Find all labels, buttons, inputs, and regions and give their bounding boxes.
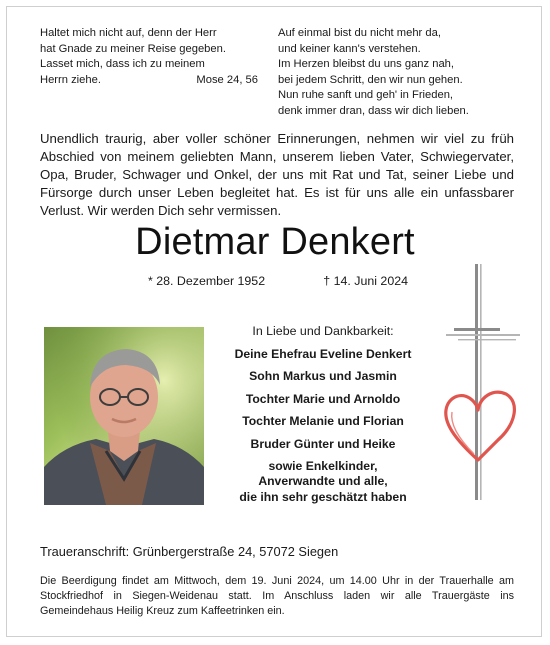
verse-left-line: Haltet mich nicht auf, denn der Herr <box>40 27 217 39</box>
mourner-closing-line: Anverwandte und alle, <box>258 474 388 489</box>
verse-right-line: denk immer dran, dass wir dich lieben. <box>278 104 469 117</box>
life-dates <box>148 273 408 289</box>
birth-date: * 28. Dezember 1952 <box>148 274 266 288</box>
verse-right-line: Im Herzen bleibst du uns ganz nah, <box>278 58 454 71</box>
portrait-illustration <box>44 327 204 505</box>
cross-heart-graphic <box>438 262 528 502</box>
mourner-line: Bruder Günter und Heike <box>250 436 396 451</box>
mourner-line: Tochter Melanie und Florian <box>242 414 404 429</box>
verse-reference: Mose 24, 56 <box>196 73 258 86</box>
verse-right-line: Nun ruhe sanft und geh' in Frieden, <box>278 89 454 102</box>
mourners-block <box>215 323 431 505</box>
mourner-line: Deine Ehefrau Eveline Denkert <box>234 347 412 361</box>
funeral-info: Die Beerdigung findet am Mittwoch, dem 19. Juni 2024, um 14.00 Uhr in der Trauerhalle am Stockfriedhof in Siegen-Weidenau statt. Im Anschluss laden wir alle Trauergäste ins Gemeindehaus Heilig Kreuz zum Kaffeetrinken ein. <box>40 575 514 618</box>
portrait-photo <box>44 327 204 505</box>
verse-right-line: bei jedem Schritt, den wir nun gehen. <box>278 73 463 86</box>
cross-icon <box>438 262 528 502</box>
verse-right <box>278 26 508 120</box>
mourning-address: Traueranschrift: Grünbergerstraße 24, 57072 Siegen <box>40 544 339 559</box>
verse-left <box>40 26 258 88</box>
verse-left-line: hat Gnade zu meiner Reise gegeben. <box>40 42 226 55</box>
death-date: † 14. Juni 2024 <box>323 274 408 288</box>
deceased-name: Dietmar Denkert <box>135 221 415 263</box>
intro-paragraph: Unendlich traurig, aber voller schöner Erinnerungen, nehmen wir viel zu früh Abschied von meinem geliebten Mann, unserem lieben Vater, Schwiegervater, Opa, Bruder, Schwager und Onkel, der uns mit Rat und Tat, seiner Liebe und Fürsorge durch unser Leben begleitet hat. Es ist für uns alle ein unfassbarer Verlust. Wir werden Dich sehr vermissen. <box>40 131 514 218</box>
mourner-line: Sohn Markus und Jasmin <box>249 369 397 384</box>
verse-left-last-text: Herrn ziehe. <box>40 73 101 86</box>
verse-left-line: Lasset mich, dass ich zu meinem <box>40 58 205 71</box>
mourners-lead: In Liebe und Dankbarkeit: <box>252 324 394 338</box>
verse-right-line: Auf einmal bist du nicht mehr da, <box>278 27 441 39</box>
verse-right-line: und keiner kann's verstehen. <box>278 42 421 55</box>
mourner-closing-line: sowie Enkelkinder, <box>268 459 378 474</box>
mourner-closing-line: die ihn sehr geschätzt haben <box>239 489 407 504</box>
mourner-line: Tochter Marie und Arnoldo <box>245 391 401 406</box>
verse-left-last-line <box>40 73 258 89</box>
